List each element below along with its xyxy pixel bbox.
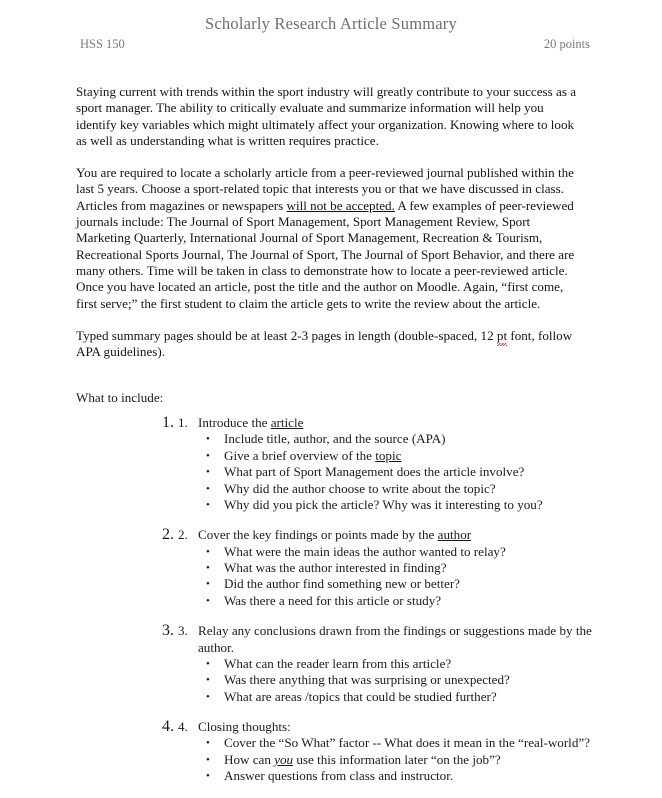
sub-bullet-text: [224, 735, 628, 751]
sub-bullet-text: [224, 448, 628, 464]
list-item-text-plain: Closing thoughts:: [198, 719, 291, 735]
sub-bullet-item: [178, 576, 628, 592]
requirements-underlined-phrase: will not be accepted.: [286, 197, 395, 213]
course-code: HSS 150: [80, 37, 125, 51]
sub-bullet-list: [178, 544, 628, 610]
sub-bullet-text-plain: Did the author find something new or better?: [224, 576, 460, 592]
list-item-number: 2. 2.: [178, 527, 188, 543]
list-item-text-plain: Introduce the: [198, 415, 271, 430]
sub-bullet-text-plain: Include title, author, and the source (APA): [224, 431, 446, 447]
sub-bullet-text: [224, 768, 628, 784]
sub-bullet-item: [178, 431, 628, 447]
list-item-heading: [178, 719, 628, 735]
formatting-paragraph: [76, 328, 586, 361]
sub-bullet-emphasised-term: topic: [375, 447, 402, 463]
sub-bullet-text: [224, 656, 628, 672]
sub-bullet-text: [224, 481, 628, 497]
bullet-dot-icon: •: [206, 466, 210, 479]
requirements-list: [138, 414, 628, 798]
sub-bullet-item: [178, 689, 628, 705]
sub-bullet-list: [178, 656, 628, 705]
bullet-dot-icon: •: [206, 594, 210, 607]
document-body: [76, 84, 586, 407]
sub-bullet-text: [224, 464, 628, 480]
sub-bullet-item: [178, 544, 628, 560]
sub-bullet-text-plain: What part of Sport Management does the article involve?: [224, 464, 525, 480]
sub-bullet-text: [224, 497, 628, 513]
sub-bullet-list: [178, 735, 628, 784]
formatting-text-part-1: Typed summary pages should be at least 2-3 pages in length (double-spaced, 12: [76, 327, 497, 343]
bullet-dot-icon: •: [206, 545, 210, 558]
requirements-text-part-1: You are required to locate a scholarly article from a peer-reviewed journal published within the last 5 years. Choose a sport-related topic that interests you or that we have discussed in class. Articles from magazines or newspapers: [76, 165, 574, 213]
list-item-text: [198, 623, 628, 656]
sub-bullet-text: [224, 560, 628, 576]
bullet-dot-icon: •: [206, 753, 210, 766]
sub-bullet-text-plain: What are areas /topics that could be studied further?: [224, 688, 497, 704]
list-item-number: 4. 4.: [178, 719, 188, 735]
sub-bullet-item: [178, 497, 628, 513]
list-item-text-plain: Relay any conclusions drawn from the findings or suggestions made by the author.: [198, 623, 592, 655]
requirements-paragraph: [76, 165, 586, 312]
sub-bullet-text-plain: What were the main ideas the author wanted to relay?: [224, 543, 506, 559]
bullet-dot-icon: •: [206, 690, 210, 703]
sub-bullet-text: [224, 544, 628, 560]
bullet-dot-icon: •: [206, 449, 210, 462]
sub-bullet-text-plain: Why did you pick the article? Why was it interesting to you?: [224, 496, 543, 512]
list-item: [178, 718, 628, 785]
sub-bullet-text-plain: Give a brief overview of the: [224, 447, 376, 463]
sub-bullet-text-plain: Was there anything that was surprising or unexpected?: [224, 672, 510, 688]
bullet-dot-icon: •: [206, 433, 210, 446]
list-item-heading: [178, 415, 628, 431]
bullet-dot-icon: •: [206, 657, 210, 670]
sub-bullet-text-plain: Answer questions from class and instructor.: [224, 768, 454, 784]
what-to-include-heading: What to include:: [76, 390, 164, 406]
bullet-dot-icon: •: [206, 482, 210, 495]
sub-bullet-text-plain: Was there a need for this article or study?: [224, 592, 442, 608]
sub-bullet-item: [178, 735, 628, 751]
bullet-dot-icon: •: [206, 737, 210, 750]
sub-bullet-text: [224, 593, 628, 609]
sub-bullet-item: [178, 448, 628, 464]
page-title: Scholarly Research Article Summary: [205, 14, 457, 33]
sub-bullet-item: [178, 481, 628, 497]
list-item: [178, 414, 628, 513]
section-spacer: [76, 360, 586, 390]
sub-bullet-item: [178, 768, 628, 784]
sub-bullet-item: [178, 752, 628, 768]
sub-bullet-item: [178, 560, 628, 576]
bullet-dot-icon: •: [206, 578, 210, 591]
sub-bullet-text-trailing: use this information later “on the job”?: [293, 751, 501, 767]
points-value: 20 points: [543, 37, 590, 51]
sub-bullet-emphasised-term: you: [274, 751, 294, 767]
sub-bullet-text-plain: Why did the author choose to write about the topic?: [224, 480, 496, 496]
misspelled-word: pt: [496, 327, 508, 343]
list-item-number: 3. 3.: [178, 623, 188, 639]
bullet-dot-icon: •: [206, 562, 210, 575]
formatting-text-part-2: font, follow APA guidelines).: [76, 327, 573, 360]
list-item-text-plain: Cover the key findings or points made by the: [198, 527, 438, 543]
intro-paragraph: Staying current with trends within the sport industry will greatly contribute to your success as a sport manager. The ability to critically evaluate and summarize information will help you identify key variables which might ultimately affect your organization. Knowing where to look as well as understanding what is written requires practice.: [76, 84, 577, 148]
list-item-underlined-term: article: [270, 415, 304, 430]
sub-bullet-text: [224, 576, 628, 592]
sub-bullet-text: [224, 752, 628, 768]
list-item-text: [198, 415, 628, 431]
list-item-text: [198, 527, 628, 543]
sub-bullet-text: [224, 431, 628, 447]
list-item: [178, 622, 628, 705]
list-item-heading: [178, 527, 628, 543]
bullet-dot-icon: •: [206, 674, 210, 687]
list-item-text: [198, 719, 628, 735]
sub-bullet-text-plain: What was the author interested in finding?: [224, 560, 447, 576]
sub-bullet-text-plain: What can the reader learn from this article?: [224, 655, 452, 671]
sub-bullet-item: [178, 672, 628, 688]
sub-bullet-text-plain: How can: [224, 751, 275, 767]
bullet-dot-icon: •: [206, 498, 210, 511]
list-item-number: 1. 1.: [178, 415, 188, 430]
sub-bullet-text: [224, 672, 628, 688]
bullet-dot-icon: •: [206, 770, 210, 783]
requirements-text-part-2: A few examples of peer-reviewed journals include: The Journal of Sport Management, Sport Management Review, Sport Marketing Quarterly, International Journal of Sport Management, Recreation & Tourism, Recreational Sports Journal, The Journal of Sport, The Journal of Sport Behavior, and there are many others. Time will be taken in class to demonstrate how to locate a peer-reviewed article. Once you have located an article, post the title and the author on Moodle. Again, “first come, first serve;” the first student to claim the article gets to write the review about the article.: [76, 197, 575, 311]
list-item-underlined-term: author: [437, 527, 472, 543]
sub-bullet-text-plain: Cover the “So What” factor -- What does it mean in the “real-world”?: [224, 735, 590, 751]
sub-bullet-item: [178, 656, 628, 672]
sub-bullet-list: [178, 431, 628, 513]
sub-bullet-item: [178, 593, 628, 609]
sub-bullet-item: [178, 464, 628, 480]
list-item: [178, 526, 628, 609]
list-item-heading: [178, 623, 628, 656]
sub-bullet-text: [224, 689, 628, 705]
